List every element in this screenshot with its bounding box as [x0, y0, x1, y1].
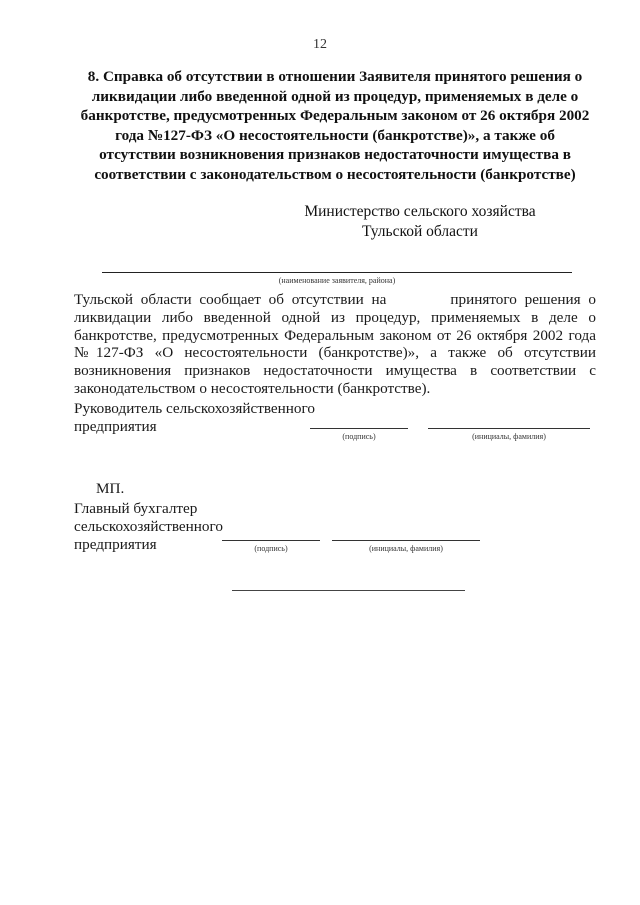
accountant-role-line-3: предприятия [74, 536, 157, 553]
addressee-block [290, 202, 550, 241]
addressee-line-2: Тульской области [362, 222, 478, 240]
head-role-line-1: Руководитель сельскохозяйственного [74, 400, 315, 417]
applicant-caption: (наименование заявителя, района) [278, 276, 396, 285]
document-heading: 8. Справка об отсутствии в отношении Заявителя принятого решения о ликвидации либо введенной одной из процедур, применяемых в деле о банкротстве, предусмотренных Федеральным законом от 26 октября 2002 года №127-ФЗ «О несостоятельности (банкротстве)», а также об отсутствии возникновения признаков недостаточности имущества в соответствии с законодательством о несостоятельности (банкротстве) [80, 68, 590, 183]
end-separator-line [232, 590, 465, 591]
body-text-part-2: принятого решения о ликвидации либо введенной одной из процедур, применяемых в деле о банкротстве, предусмотренных Федеральным законом от 26 октября 2002 года №127-ФЗ «О несостоятельности (банкротстве)», а также об отсутствии возникновения признаков недостаточности имущества в соответствии с законодательством о несостоятельности (банкротстве). [74, 291, 596, 397]
body-text-part-1: Тульской области сообщает об отсутствии на [74, 291, 387, 308]
head-role-line-2: предприятия [74, 418, 157, 435]
accountant-role-line-1: Главный бухгалтер [74, 500, 198, 517]
head-role [74, 400, 364, 436]
accountant-name-line [332, 540, 480, 541]
applicant-fill-line [102, 272, 572, 273]
accountant-name-caption: (инициалы, фамилия) [369, 544, 443, 553]
stamp-label: МП. [96, 480, 125, 497]
accountant-signature-line [222, 540, 320, 541]
page-number: 12 [313, 37, 327, 52]
addressee-line-1: Министерство сельского хозяйства [304, 203, 536, 220]
body-paragraph [74, 291, 596, 398]
head-signature-line [310, 428, 408, 429]
head-name-caption: (инициалы, фамилия) [472, 432, 546, 441]
accountant-role-line-2: сельскохозяйственного [74, 518, 223, 535]
head-signature-caption: (подпись) [342, 432, 376, 441]
accountant-signature-caption: (подпись) [254, 544, 288, 553]
head-name-line [428, 428, 590, 429]
